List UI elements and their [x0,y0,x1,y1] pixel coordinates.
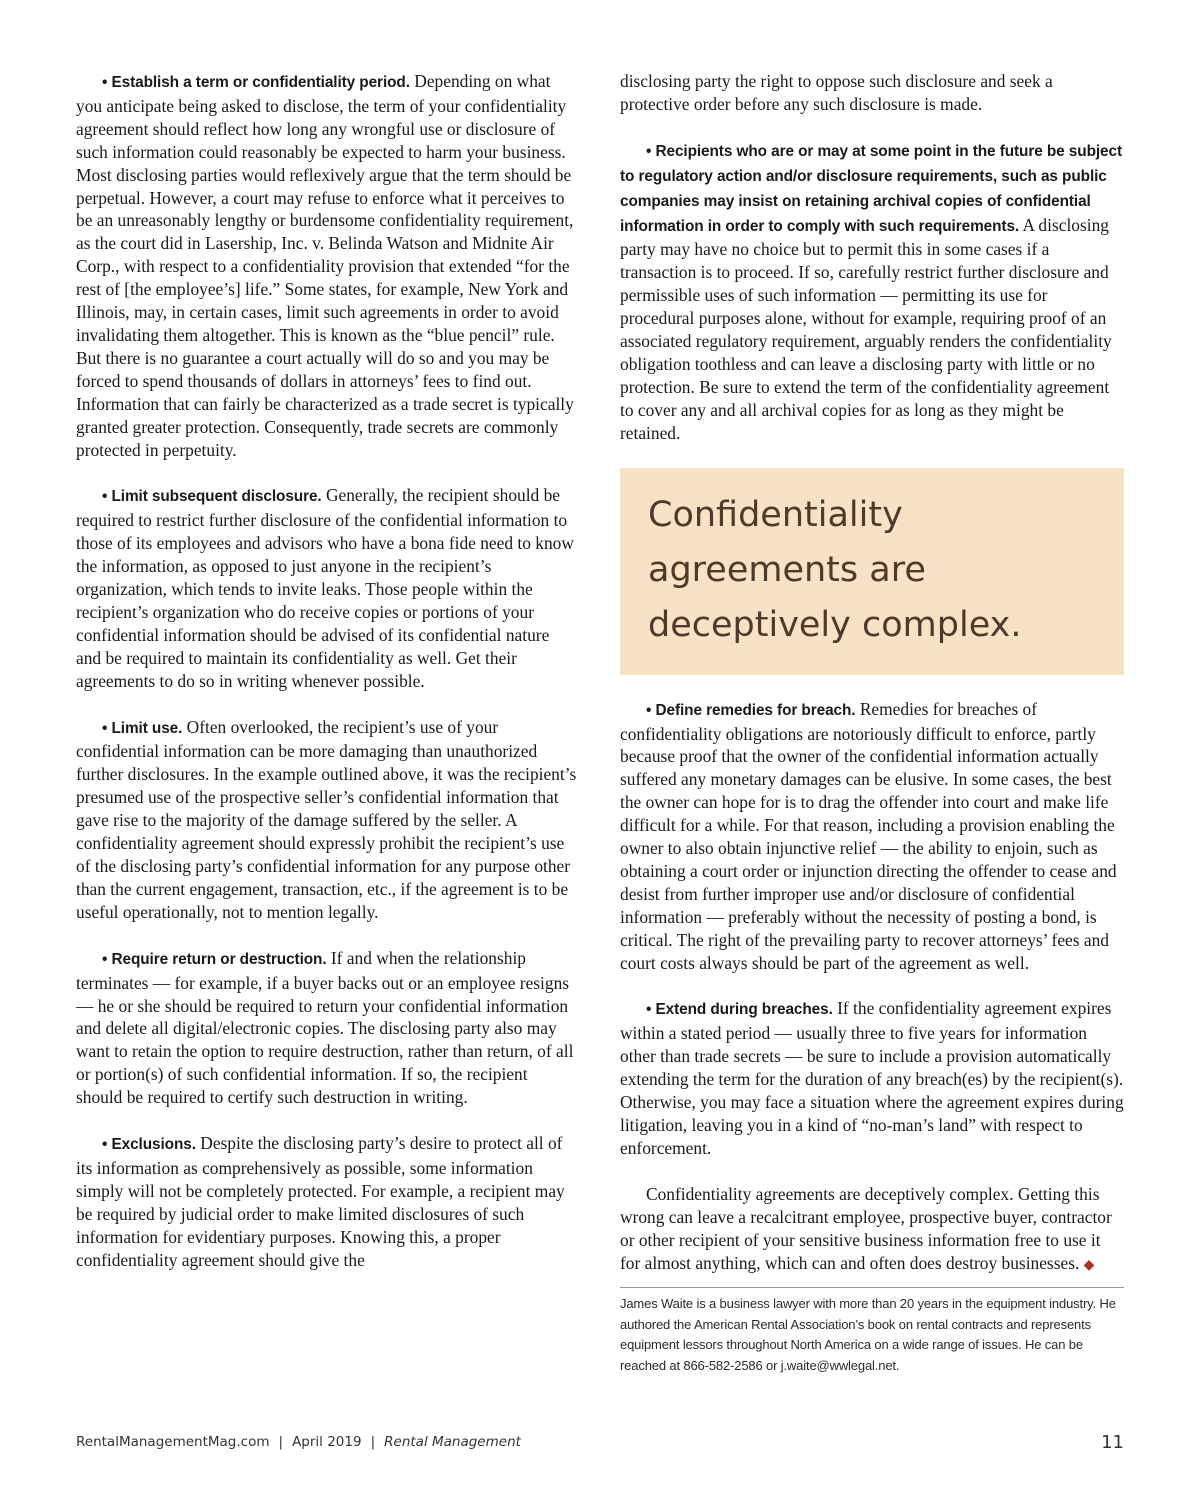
closing-text: Confidentiality agreements are deceptively complex. Getting this wrong can leave a recalcitrant employee, prospective buyer, contractor or other recipient of your sensitive business information free to use it for almost anything, which can and often does destroy businesses. [620,1183,1112,1273]
section-text: A disclosing party may have no choice but to permit this in some cases if a transaction is to proceed. If so, carefully restrict further disclosure and permissible uses of such information — permitting its use for procedural purposes alone, without for example, requiring proof of an associated regulatory requirement, arguably renders the confidentiality obligation toothless and can leave a disclosing party with little or no protection. Be sure to extend the term of the confidentiality agreement to cover any and all archival copies for as long as they might be retained. [620,214,1112,443]
section-return-destruction [76,947,578,1109]
section-text: Generally, the recipient should be required to restrict further disclosure of the confidential information to those of its employees and advisors who have a bona fide need to know the information, as opposed to just anyone in the recipient’s organization, which tends to invite leaks. Those people within the recipient’s organization who do receive copies or portions of your confidential information should be advised of its confidential nature and be required to maintain its confidentiality as well. Get their agreements to do so in writing whenever possible. [76,485,574,691]
section-heading: • Extend during breaches. [646,1001,833,1019]
footer-site: RentalManagementMag.com [76,1434,270,1450]
section-limit-disclosure [76,484,578,692]
section-text: If the confidentiality agreement expires within a stated period — usually three to five years for information other than trade secrets — be sure to include a provision automatically extending the term for the duration of any breach(es) by the recipient(s). Otherwise, you may face a situation where the agreement expires during litigation, leaving you in a kind of “no-man’s land” with respect to enforcement. [620,998,1124,1158]
section-term [76,70,578,461]
section-heading: • Require return or destruction. [102,950,327,968]
section-remedies [620,698,1124,975]
page-footer [76,1434,521,1450]
footer-separator: | [278,1434,284,1450]
closing-paragraph [620,1183,1124,1278]
section-text: If and when the relationship terminates — for example, if a buyer backs out or an employee resigns — he or she should be required to return your confidential information and delete all digital/electronic copies. The disclosing party also may want to retain the option to require destruction, rather than return, of all or portion(s) of such confidential information. If so, the recipient should be required to certify such destruction in writing. [76,947,574,1108]
section-extend [620,997,1124,1159]
section-exclusions [76,1132,578,1271]
section-heading: • Limit use. [102,719,183,737]
section-limit-use [76,716,578,924]
section-heading: • Recipients who are or may at some point in the future be subject to regulatory action and/or disclosure requirements, such as public companies may insist on retaining archival copies of confidential information in order to comply with such requirements. [620,142,1122,235]
section-heading: • Limit subsequent disclosure. [102,488,322,506]
section-heading: • Define remedies for breach. [646,701,856,719]
right-column [620,70,1124,1376]
end-mark-icon: ◆ [1083,1257,1095,1273]
section-text: Depending on what you anticipate being asked to disclose, the term of your confidentiality agreement should reflect how long any wrongful use or disclosure of such information could reasonably be expected to harm your business. Most disclosing parties would reflexively argue that the term should be perpetual. However, a court may refuse to enforce what it perceives to be an unreasonably lengthy or burdensome confidentiality requirement, as the court did in Lasership, Inc. v. Belinda Watson and Midnite Air Corp., with respect to a confidentiality provision that extended “for the rest of [the employee’s] life.” Some states, for example, New York and Illinois, may, in certain cases, limit such agreements in order to avoid invalidating them altogether. This is known as the “blue pencil” rule. But there is no guarantee a court actually will do so and you may be forced to spend thousands of dollars in attorneys’ fees to find out. Information that can fairly be characterized as a trade secret is typically granted greater protection. Consequently, trade secrets are commonly protected in perpetuity. [76,71,574,460]
footer-date: April 2019 [292,1434,362,1450]
section-heading: • Establish a term or confidentiality period. [102,74,410,91]
author-bio: James Waite is a business lawyer with more than 20 years in the equipment industry. He authored the American Rental Association’s book on rental contracts and represents equipment lessors throughout North America on a wide range of issues. He can be reached at 866-582-2586 or j.waite@wwlegal.net. [620,1287,1124,1376]
footer-magazine: Rental Management [384,1434,521,1450]
pull-quote: Confidentiality agreements are deceptively complex. [620,468,1124,675]
section-heading: • Exclusions. [102,1136,196,1154]
section-text: Often overlooked, the recipient’s use of your confidential information can be more damaging than unauthorized further disclosures. In the example outlined above, it was the recipient’s presumed use of the prospective seller’s confidential information that gave rise to the majority of the damage suffered by the seller. A confidentiality agreement should expressly prohibit the recipient’s use of the disclosing party’s confidential information for any purpose other than the current engagement, transaction, etc., if the agreement is to be useful operationally, not to mention legally. [76,716,577,922]
continuation-text: disclosing party the right to oppose such disclosure and seek a protective order before any such disclosure is made. [620,71,1053,114]
section-recipients [620,139,1124,445]
section-text: Despite the disclosing party’s desire to protect all of its information as comprehensively as possible, some information simply will not be completely protected. For example, a recipient may be required by judicial order to make limited disclosures of such information for evidentiary purposes. Knowing this, a proper confidentiality agreement should give the [76,1133,565,1270]
section-text: Remedies for breaches of confidentiality obligations are notoriously difficult to enforce, partly because proof that the owner of the confidential information actually suffered any monetary damages can be elusive. In some cases, the best the owner can hope for is to drag the offender into court and make life difficult for a while. For that reason, including a provision enabling the owner to also obtain injunctive relief — the ability to enjoin, such as obtaining a court order or injunction directing the offender to cease and desist from further improper use and/or disclosure of confidential information — preferably without the necessity of posting a bond, is critical. The right of the prevailing party to recover attorneys’ fees and court costs always should be part of the agreement as well. [620,698,1117,973]
footer-separator: | [370,1434,376,1450]
page-number: 11 [1101,1432,1124,1453]
left-column [76,70,578,1295]
